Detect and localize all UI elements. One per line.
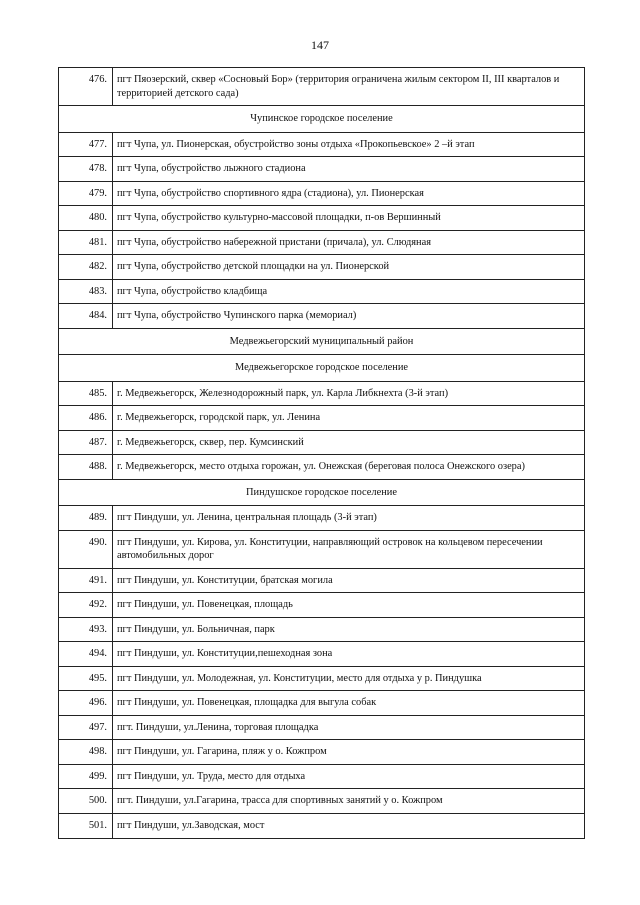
row-number: 481. — [59, 230, 113, 255]
row-description: пгт Чупа, обустройство лыжного стадиона — [113, 157, 585, 182]
row-description: пгт Пиндуши, ул. Конституции,пешеходная зона — [113, 642, 585, 667]
table-row — [59, 666, 585, 691]
row-description: пгт Пиндуши, ул. Гагарина, пляж у о. Кожпром — [113, 740, 585, 765]
row-description: пгт Чупа, обустройство культурно-массовой площадки, п-ов Вершинный — [113, 206, 585, 231]
table-row — [59, 568, 585, 593]
section-title: Пиндушское городское поселение — [59, 479, 585, 506]
table-row — [59, 455, 585, 480]
table-row — [59, 255, 585, 280]
row-number: 477. — [59, 132, 113, 157]
row-description: пгт Пиндуши, ул. Повенецкая, площадь — [113, 593, 585, 618]
row-number: 501. — [59, 813, 113, 838]
table-row — [59, 617, 585, 642]
row-description: пгт Пиндуши, ул. Молодежная, ул. Конституции, место для отдыха у р. Пиндушка — [113, 666, 585, 691]
table-row — [59, 430, 585, 455]
row-number: 482. — [59, 255, 113, 280]
table-row — [59, 530, 585, 568]
section-header-row — [59, 106, 585, 133]
row-number: 496. — [59, 691, 113, 716]
table-row — [59, 181, 585, 206]
row-description: г. Медвежьегорск, место отдыха горожан, ул. Онежская (береговая полоса Онежского озера) — [113, 455, 585, 480]
table-row — [59, 381, 585, 406]
page-number: 147 — [311, 38, 329, 52]
row-number: 484. — [59, 304, 113, 329]
row-description: пгт Пиндуши, ул. Больничная, парк — [113, 617, 585, 642]
row-number: 491. — [59, 568, 113, 593]
row-description: пгт Пиндуши, ул. Кирова, ул. Конституции, направляющий островок на кольцевом пересечении автомобильных дорог — [113, 530, 585, 568]
row-description: пгт Чупа, обустройство Чупинского парка (мемориал) — [113, 304, 585, 329]
row-description: пгт Пиндуши, ул. Ленина, центральная площадь (3-й этап) — [113, 506, 585, 531]
table-body — [59, 68, 585, 839]
table-row — [59, 68, 585, 106]
row-number: 487. — [59, 430, 113, 455]
row-number: 497. — [59, 715, 113, 740]
table-row — [59, 132, 585, 157]
row-description: пгт Пиндуши, ул. Конституции, братская могила — [113, 568, 585, 593]
row-description: пгт. Пиндуши, ул.Ленина, торговая площадка — [113, 715, 585, 740]
row-description: г. Медвежьегорск, Железнодорожный парк, ул. Карла Либкнехта (3-й этап) — [113, 381, 585, 406]
row-number: 495. — [59, 666, 113, 691]
row-description: пгт Пиндуши, ул.Заводская, мост — [113, 813, 585, 838]
row-description: пгт Чупа, обустройство кладбища — [113, 279, 585, 304]
row-number: 500. — [59, 789, 113, 814]
row-description: пгт Чупа, обустройство спортивного ядра (стадиона), ул. Пионерская — [113, 181, 585, 206]
section-title: Чупинское городское поселение — [59, 106, 585, 133]
table-row — [59, 691, 585, 716]
table-row — [59, 813, 585, 838]
table-row — [59, 642, 585, 667]
table-row — [59, 304, 585, 329]
row-number: 493. — [59, 617, 113, 642]
table-row — [59, 715, 585, 740]
row-description: г. Медвежьегорск, сквер, пер. Кумсинский — [113, 430, 585, 455]
table-row — [59, 764, 585, 789]
row-number: 490. — [59, 530, 113, 568]
table-row — [59, 506, 585, 531]
table-row — [59, 279, 585, 304]
row-description: пгт Пиндуши, ул. Повенецкая, площадка для выгула собак — [113, 691, 585, 716]
row-number: 498. — [59, 740, 113, 765]
row-number: 478. — [59, 157, 113, 182]
section-header-row — [59, 355, 585, 382]
row-number: 489. — [59, 506, 113, 531]
row-number: 486. — [59, 406, 113, 431]
row-description: пгт Пяозерский, сквер «Сосновый Бор» (территория ограничена жилым сектором II, III кварталов и территорией детского сада) — [113, 68, 585, 106]
row-description: г. Медвежьегорск, городской парк, ул. Ленина — [113, 406, 585, 431]
row-number: 479. — [59, 181, 113, 206]
table-row — [59, 230, 585, 255]
row-number: 494. — [59, 642, 113, 667]
section-title: Медвежьегорский муниципальный район — [59, 328, 585, 355]
table-row — [59, 206, 585, 231]
row-number: 499. — [59, 764, 113, 789]
row-number: 492. — [59, 593, 113, 618]
row-description: пгт Чупа, обустройство набережной пристани (причала), ул. Слюдяная — [113, 230, 585, 255]
table-row — [59, 789, 585, 814]
row-number: 483. — [59, 279, 113, 304]
table-row — [59, 593, 585, 618]
row-number: 480. — [59, 206, 113, 231]
row-number: 485. — [59, 381, 113, 406]
section-title: Медвежьегорское городское поселение — [59, 355, 585, 382]
table-row — [59, 740, 585, 765]
table-row — [59, 406, 585, 431]
row-number: 476. — [59, 68, 113, 106]
row-number: 488. — [59, 455, 113, 480]
section-header-row — [59, 328, 585, 355]
table-row — [59, 157, 585, 182]
row-description: пгт Чупа, обустройство детской площадки на ул. Пионерской — [113, 255, 585, 280]
row-description: пгт Пиндуши, ул. Труда, место для отдыха — [113, 764, 585, 789]
section-header-row — [59, 479, 585, 506]
row-description: пгт. Пиндуши, ул.Гагарина, трасса для спортивных занятий у о. Кожпром — [113, 789, 585, 814]
row-description: пгт Чупа, ул. Пионерская, обустройство зоны отдыха «Прокопьевское» 2 –й этап — [113, 132, 585, 157]
objects-table — [58, 67, 585, 839]
